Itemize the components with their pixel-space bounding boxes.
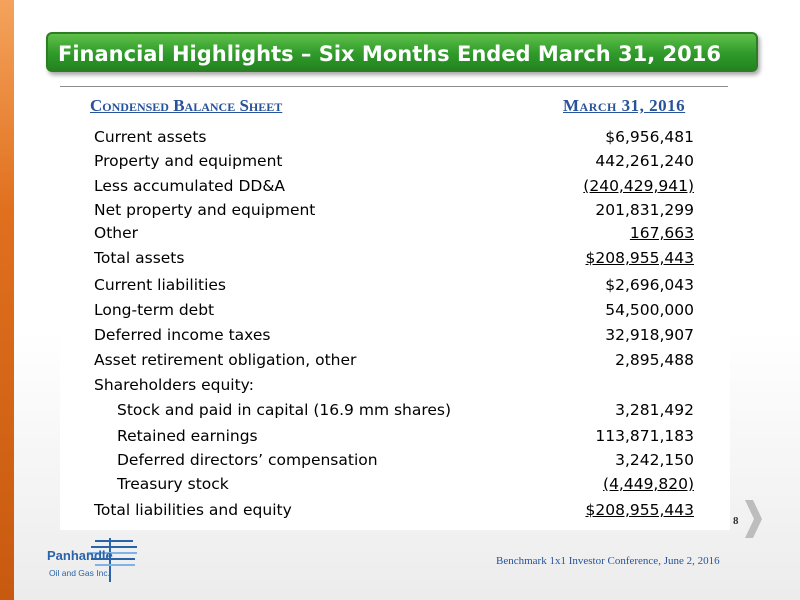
row-label: Shareholders equity: [94,376,254,394]
row-label: Stock and paid in capital (16.9 mm shares) [117,401,452,419]
row-value: 167,663 [629,224,694,242]
table-row [94,128,694,150]
row-value: $6,956,481 [605,128,694,146]
row-label: Retained earnings [117,427,258,445]
table-row [94,475,694,497]
row-label: Deferred directors’ compensation [117,451,378,469]
row-label: Property and equipment [94,152,283,170]
table-row [94,376,694,398]
row-label: Long-term debt [94,301,215,319]
footer-conference: Benchmark 1x1 Investor Conference, June 2, 2016 [496,555,720,567]
row-label: Asset retirement obligation, other [94,351,357,369]
row-label: Current liabilities [94,276,227,294]
row-value: (240,429,941) [583,177,694,195]
row-value: 2,895,488 [615,351,694,369]
page-number: 8 [733,515,739,527]
table-row [94,427,694,449]
table-row [94,276,694,298]
row-label: Deferred income taxes [94,326,271,344]
logo-line2: Oil and Gas Inc. [49,568,110,578]
table-row [94,152,694,174]
row-value: 54,500,000 [605,301,694,319]
table-row [94,177,694,199]
row-label: Total assets [94,249,185,267]
header-divider [60,86,728,87]
chevron-right-icon[interactable] [743,498,763,540]
row-label: Current assets [94,128,207,146]
table-row [94,201,694,223]
table-row [94,501,694,523]
table-row [94,326,694,348]
table-row [94,351,694,373]
slide-title: Financial Highlights – Six Months Ended March 31, 2016 [46,32,758,72]
logo-line1: Panhandle [47,548,113,563]
table-row [94,301,694,323]
row-value: (4,449,820) [603,475,694,493]
row-label: Other [94,224,139,242]
row-value: $2,696,043 [605,276,694,294]
row-value: 113,871,183 [595,427,694,445]
table-header-left: Condensed Balance Sheet [90,96,283,115]
table-row [94,451,694,473]
row-label: Net property and equipment [94,201,316,219]
row-value: 3,242,150 [615,451,694,469]
row-value: 3,281,492 [615,401,694,419]
row-value: 32,918,907 [605,326,694,344]
row-value: $208,955,443 [585,501,694,519]
row-label: Less accumulated DD&A [94,177,286,195]
orange-side-bar [0,0,14,600]
table-row [94,249,694,271]
table-row [94,224,694,246]
row-value: 442,261,240 [595,152,694,170]
row-label: Total liabilities and equity [94,501,292,519]
company-logo [47,536,145,588]
row-label: Treasury stock [117,475,229,493]
table-row [94,401,694,423]
row-value: 201,831,299 [595,201,694,219]
table-header-right: March 31, 2016 [563,96,686,115]
row-value: $208,955,443 [585,249,694,267]
